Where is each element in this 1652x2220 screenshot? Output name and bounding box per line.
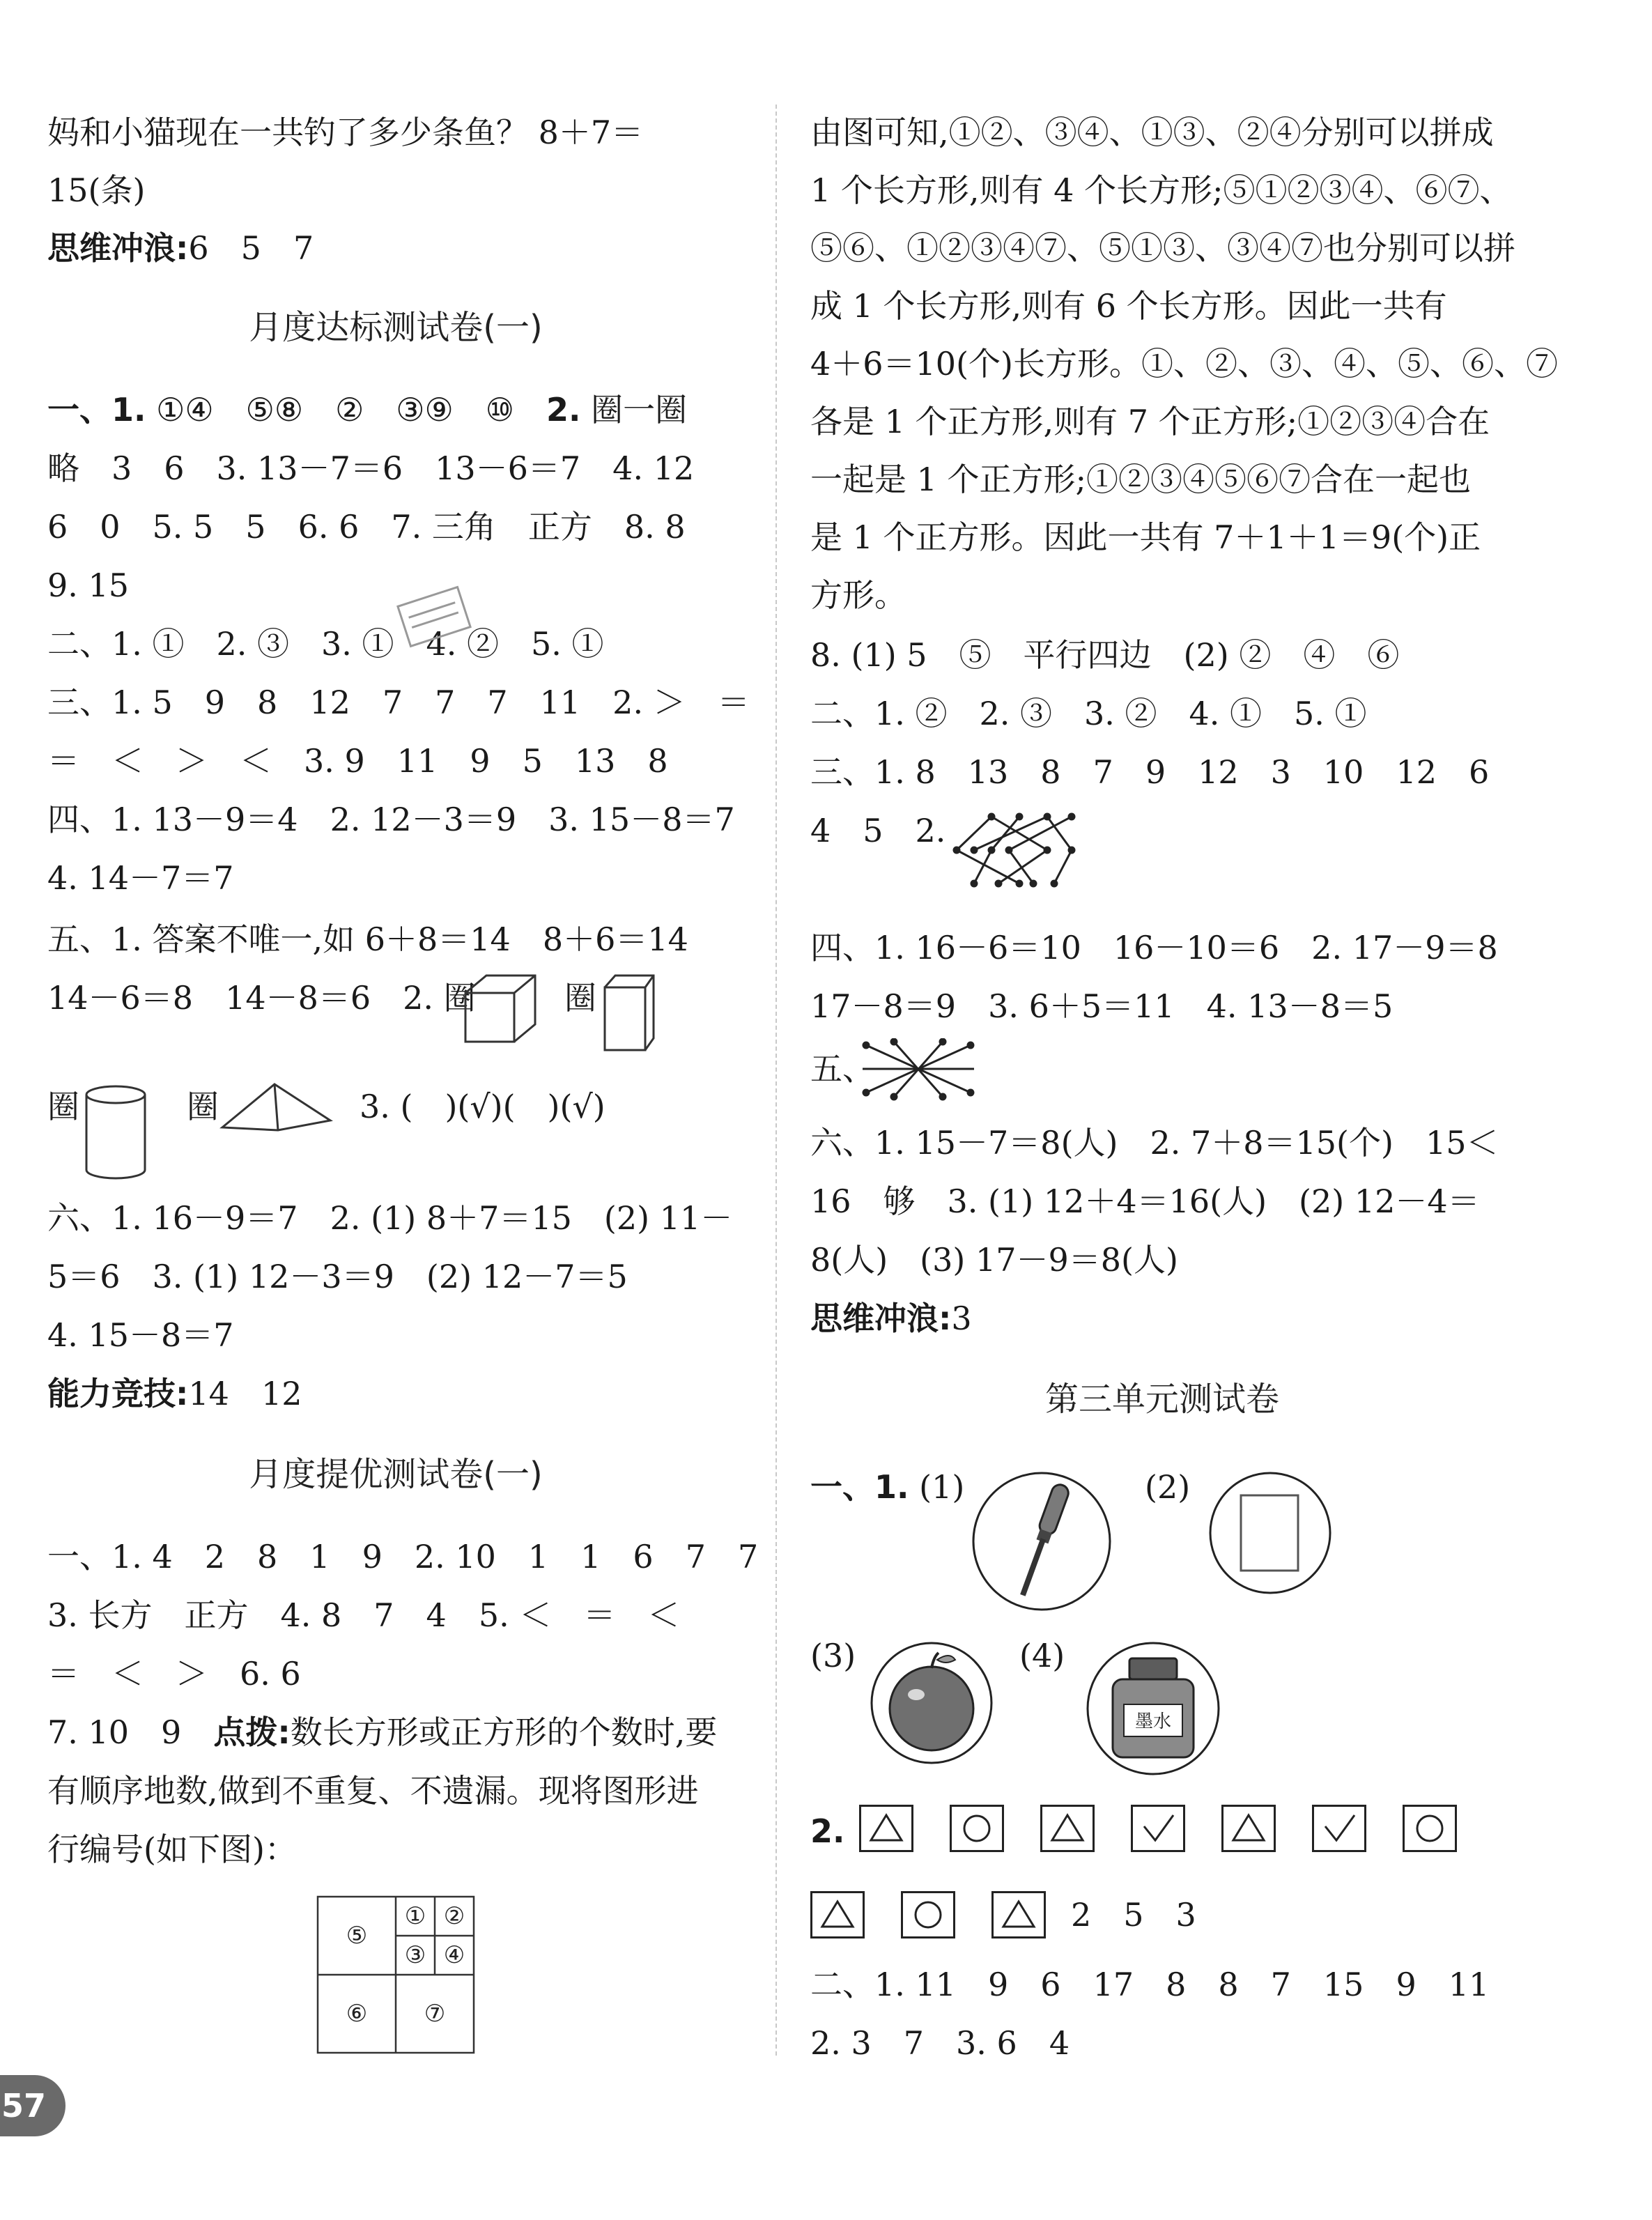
grid-label: ② (443, 1902, 465, 1930)
text-line: 15(条) (47, 171, 146, 209)
grid-label: ⑤ (346, 1922, 368, 1950)
label: 思维冲浪: (47, 229, 189, 267)
label: 思维冲浪: (810, 1300, 952, 1337)
text-line: 妈和小猫现在一共钓了多少条鱼？ 8＋7＝ (47, 114, 644, 151)
text-line: 17－8＝9 3. 6＋5＝11 4. 13－8＝5 (810, 987, 1394, 1025)
text-line: 1 个长方形,则有 4 个长方形;⑤①②③④、⑥⑦、 (810, 171, 1512, 209)
apple-circle-image (867, 1639, 996, 1767)
triangle-box (810, 1891, 865, 1938)
text-line: 3. 长方 正方 4. 8 7 4 5. ＜ ＝ ＜ (47, 1596, 680, 1634)
text-line (47, 1711, 717, 1753)
symbol-box-row (810, 1891, 1082, 1938)
answer: 圈一圈 (591, 391, 688, 429)
text-line: 由图可知,①②、③④、①③、②④分别可以拼成 (810, 114, 1494, 151)
text-line: 4. 15－8＝7 (47, 1316, 234, 1354)
text-line: 9. 15 (47, 566, 130, 604)
text-line: 圈 (47, 1088, 79, 1125)
rectangle-circle-image (1206, 1469, 1334, 1597)
text-line: 六、1. 16－9＝7 2. (1) 8＋7＝15 (2) 11－ (47, 1199, 733, 1237)
line-matching-diagram (950, 808, 1082, 892)
ink-bottle-circle-image (1083, 1639, 1223, 1778)
text-line: 成 1 个长方形,则有 6 个长方形。因此一共有 (810, 287, 1447, 325)
text-line: 六、1. 15－7＝8(人) 2. 7＋8＝15(个) 15＜ (810, 1124, 1499, 1162)
section-title: 月度达标测试卷(一) (249, 308, 543, 347)
ink-label: 墨水 (1134, 1711, 1172, 1732)
circle-box (1403, 1805, 1457, 1852)
text-line: 三、1. 5 9 8 12 7 7 7 11 2. ＞ ＝ (47, 684, 750, 721)
star-connection-diagram (859, 1038, 978, 1101)
text-line (47, 977, 476, 1019)
grid-label: ④ (443, 1941, 465, 1969)
text-line: 五、 (810, 1050, 874, 1088)
text-line: 各是 1 个正方形,则有 7 个正方形;①②③④合在 (810, 403, 1490, 440)
answer: 7. 10 9 (47, 1713, 214, 1751)
text-line (47, 1373, 302, 1415)
symbol-box-row (859, 1805, 1493, 1852)
text-line: 二、1. ① 2. ③ 3. ① 4. ② 5. ① (47, 625, 604, 663)
triangle-box (859, 1805, 913, 1852)
page-number: 57 (0, 2075, 65, 2136)
prism-icon (219, 1079, 337, 1134)
label: 能力竞技: (47, 1375, 189, 1412)
text-line: 2 5 3 (1071, 1896, 1196, 1934)
grid-label: ③ (404, 1941, 426, 1969)
text-line (810, 1466, 964, 1508)
text-line: ＝ ＜ ＞ ＜ 3. 9 11 9 5 13 8 (47, 742, 668, 780)
section-title: 月度提优测试卷(一) (249, 1455, 543, 1494)
text-line: (4) (1019, 1637, 1065, 1674)
text-line: 2. 3 7 3. 6 4 (810, 2024, 1070, 2062)
text-line (47, 389, 687, 431)
text-line: 4＋6＝10(个)长方形。①、②、③、④、⑤、⑥、⑦ (810, 345, 1558, 383)
text-line: 5＝6 3. (1) 12－3＝9 (2) 12－7＝5 (47, 1258, 628, 1295)
check-box (1131, 1805, 1185, 1852)
text-line: ＝ ＜ ＞ 6. 6 (47, 1655, 301, 1693)
text-line: 16 够 3. (1) 12＋4＝16(人) (2) 12－4＝ (810, 1182, 1480, 1220)
circle-box (901, 1891, 955, 1938)
triangle-box (1221, 1805, 1276, 1852)
stamp-icon (389, 578, 479, 655)
circle-box (950, 1805, 1004, 1852)
text-line: 是 1 个正方形。因此一共有 7＋1＋1＝9(个)正 (810, 518, 1481, 556)
text-line: 4 5 2. (810, 812, 946, 849)
text-line (47, 227, 314, 269)
text-line: ⑤⑥、①②③④⑦、⑤①③、③④⑦也分别可以拼 (810, 229, 1515, 267)
text-line: 4. 14－7＝7 (47, 859, 234, 897)
label: 2. (810, 1812, 845, 1850)
answer: 14 12 (188, 1375, 302, 1412)
text-line: 二、1. ② 2. ③ 3. ② 4. ① 5. ① (810, 695, 1367, 732)
section-title: 第三单元测试卷 (1044, 1380, 1279, 1419)
text-line: 8(人) (3) 17－9＝8(人) (810, 1241, 1178, 1279)
text-line: 一、1. 4 2 8 1 9 2. 10 1 1 6 7 7 (47, 1538, 759, 1575)
label: 点拨: (213, 1713, 291, 1751)
text-line: 二、1. 11 9 6 17 8 8 7 15 9 11 (810, 1966, 1490, 2003)
text-line: 3. ( )(√)( )(√) (360, 1088, 605, 1125)
text-line: 一起是 1 个正方形;①②③④⑤⑥⑦合在一起也 (810, 461, 1472, 498)
check-box (1312, 1805, 1366, 1852)
text-line: 四、1. 13－9＝4 2. 12－3＝9 3. 15－8＝7 (47, 801, 735, 838)
answer: (1) (919, 1468, 965, 1506)
text-line: 圈 (187, 1088, 219, 1125)
cuboid-icon (601, 972, 657, 1056)
text-line: 行编号(如下图)： (47, 1830, 297, 1868)
text-line: 圈 (564, 979, 596, 1017)
grid-label: ⑥ (346, 2000, 368, 2028)
screwdriver-circle-image (969, 1469, 1114, 1614)
answer: 数长方形或正方形的个数时,要 (290, 1713, 718, 1751)
cube-icon (462, 972, 539, 1049)
cylinder-icon (81, 1084, 150, 1181)
numbered-grid-figure (316, 1895, 477, 2056)
triangle-box (991, 1891, 1046, 1938)
triangle-box (1040, 1805, 1095, 1852)
text-line: 有顺序地数,做到不重复、不遗漏。现将图形进 (47, 1772, 699, 1810)
text-line: 略 3 6 3. 13－7＝6 13－6＝7 4. 12 (47, 449, 695, 487)
label: 一、1. (810, 1468, 909, 1506)
answer: 6 5 7 (188, 229, 314, 267)
text-line: (2) (1145, 1468, 1191, 1506)
text-line: 三、1. 8 13 8 7 9 12 3 10 12 6 (810, 753, 1490, 791)
text-line: 8. (1) 5 ⑤ 平行四边 (2) ② ④ ⑥ (810, 636, 1400, 674)
answer: ①④ ⑤⑧ ② ③⑨ ⑩ (156, 391, 515, 429)
text-line: 方形。 (810, 576, 906, 614)
answer: 3 (951, 1300, 972, 1337)
column-divider (775, 105, 777, 2056)
grid-label: ⑦ (424, 2000, 446, 2028)
text-line: 四、1. 16－6＝10 16－10＝6 2. 17－9＝8 (810, 929, 1498, 966)
text-line: (3) (810, 1637, 856, 1674)
label: 2. (546, 391, 581, 429)
text-line: 五、1. 答案不唯一,如 6＋8＝14 8＋6＝14 (47, 920, 688, 958)
label: 一、1. (47, 391, 146, 429)
text-line (810, 1297, 972, 1339)
text-line (810, 1810, 844, 1852)
text-line: 6 0 5. 5 5 6. 6 7. 三角 正方 8. 8 (47, 508, 686, 546)
grid-label: ① (404, 1902, 426, 1930)
answer: 14－6＝8 14－8＝6 2. 圈 (47, 979, 476, 1017)
